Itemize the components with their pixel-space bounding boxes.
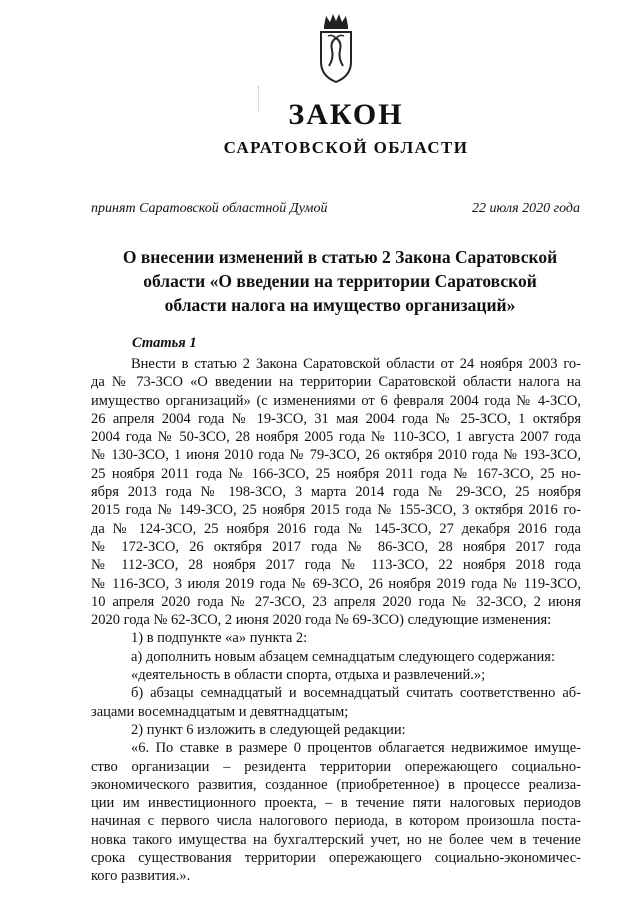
body-line: 2004 года № 50-ЗСО, 28 ноября 2005 года № 110-ЗСО, 1 августа 2007 года — [91, 429, 581, 446]
body-line: ября 2013 года № 198-ЗСО, 3 марта 2014 года № 29-ЗСО, 25 ноября — [91, 484, 581, 501]
body-line: № 172-ЗСО, 26 октября 2017 года № 86-ЗСО, 28 ноября 2017 года — [91, 538, 581, 555]
article-body — [91, 355, 581, 886]
body-line: да № 124-ЗСО, 25 ноября 2016 года № 145-ЗСО, 27 декабря 2016 года — [91, 520, 581, 537]
body-line: имущество организаций» (с изменениями от 6 февраля 2004 года № 4-ЗСО, — [91, 392, 581, 409]
region-title: САРАТОВСКОЙ ОБЛАСТИ — [223, 138, 469, 157]
adoption-date: 22 июля 2020 года — [472, 201, 580, 216]
law-title: ЗАКОН — [288, 98, 404, 131]
body-line: «6. По ставке в размере 0 процентов облагается недвижимое имуще- — [131, 740, 581, 757]
body-line: 2) пункт 6 изложить в следующей редакции: — [131, 721, 406, 738]
coat-of-arms-emblem — [316, 12, 356, 84]
body-line: б) абзацы семнадцатый и восемнадцатый считать соответственно аб- — [131, 685, 581, 702]
body-line: 2020 года № 62-ЗСО, 2 июня 2020 года № 69-ЗСО) следующие изменения: — [91, 612, 552, 629]
body-line: 25 ноября 2011 года № 166-ЗСО, 25 ноября 2011 года № 167-ЗСО, 25 но- — [91, 465, 581, 482]
body-line: ции им инвестиционного проекта, – в течение пяти налоговых периодов — [91, 795, 581, 812]
body-line: 26 апреля 2004 года № 19-ЗСО, 31 мая 2004 года № 25-ЗСО, 1 октября — [91, 410, 581, 427]
body-line: да № 73-ЗСО «О введении на территории Саратовской области налога на — [91, 374, 581, 391]
body-line: 1) в подпункте «а» пункта 2: — [131, 630, 308, 647]
body-line: кого развития.». — [91, 868, 191, 885]
body-line: а) дополнить новым абзацем семнадцатым следующего содержания: — [131, 648, 555, 665]
adopted-by: принят Саратовской областной Думой — [91, 201, 328, 216]
body-line: № 130-ЗСО, 1 июня 2010 года № 79-ЗСО, 26 октября 2010 года № 193-ЗСО, — [91, 447, 581, 464]
article-label: Статья 1 — [132, 335, 197, 351]
body-line: ство организации – резидента территории опережающего социально- — [91, 758, 581, 775]
heading-line: области налога на имущество организаций» — [164, 295, 516, 315]
adoption-line — [91, 201, 580, 217]
body-line: № 116-ЗСО, 3 июля 2019 года № 69-ЗСО, 26 ноября 2019 года № 119-ЗСО, — [91, 575, 581, 592]
body-line: экономического развития, созданное (приобретенное) в процессе реализа- — [91, 776, 581, 793]
body-line: 10 апреля 2020 года № 27-ЗСО, 23 апреля 2020 года № 32-ЗСО, 2 июня — [91, 593, 581, 610]
body-line: № 112-ЗСО, 28 ноября 2017 года № 113-ЗСО, 22 ноября 2018 года — [91, 557, 581, 574]
body-line: новка такого имущества на бухгалтерский учет, но не более чем в течение — [91, 831, 581, 848]
heading-line: О внесении изменений в статью 2 Закона Саратовской — [122, 247, 558, 267]
heading-line: области «О введении на территории Саратовской — [143, 271, 537, 291]
body-line: «деятельность в области спорта, отдыха и развлечений.»; — [131, 667, 486, 684]
body-line: зацами восемнадцатым и девятнадцатым; — [91, 703, 349, 720]
body-line: 2015 года № 149-ЗСО, 25 ноября 2015 года № 155-ЗСО, 3 октября 2016 го- — [91, 502, 581, 519]
document-heading — [86, 245, 594, 317]
body-line: Внести в статью 2 Закона Саратовской области от 24 ноября 2003 го- — [131, 356, 581, 372]
body-line: срока существования территории опережающего социально-экономичес- — [91, 850, 581, 867]
body-line: начиная с первого числа налогового периода, в котором произошла поста- — [91, 813, 581, 830]
